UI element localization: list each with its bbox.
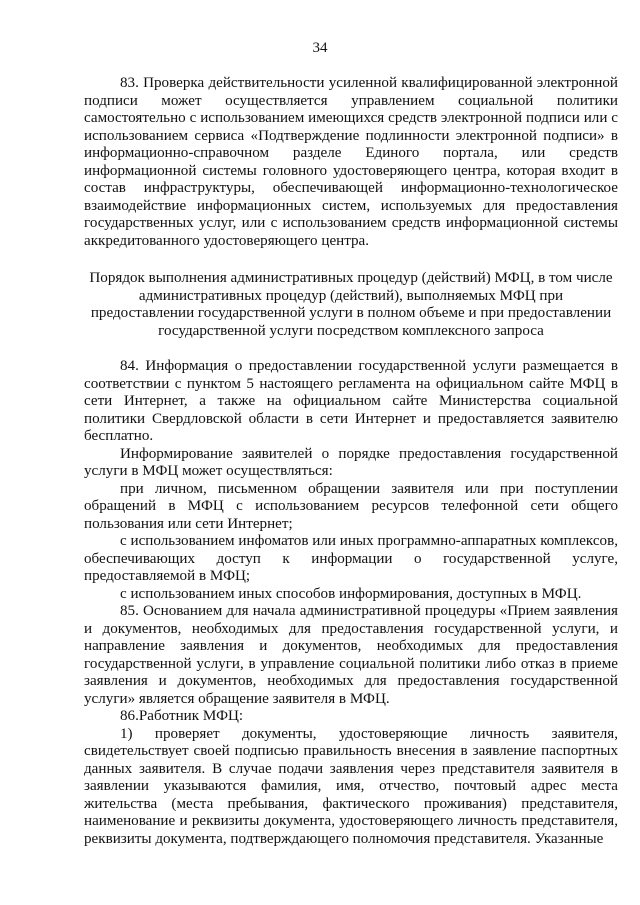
paragraph-84-item-3: с использованием иных способов информирования, доступных в МФЦ.	[120, 585, 582, 602]
paragraph-84-item-1: при личном, письменном обращении заявителя или при поступлении обращений в МФЦ с использованием ресурсов телефонной сети общего пользования или сети Интернет;	[84, 480, 618, 532]
paragraph-84-informing: Информирование заявителей о порядке предоставления государственной услуги в МФЦ может осуществляться:	[84, 445, 618, 479]
paragraph-86: 86.Работник МФЦ:	[120, 708, 244, 724]
document-body	[84, 75, 618, 848]
paragraph-86-item-1: 1) проверяет документы, удостоверяющие личность заявителя, свидетельствует своей подписью правильность внесения в заявление паспортных данных заявителя. В случае подачи заявления через представителя заявителя в заявлении указываются фамилия, имя, отчество, почтовый адрес места жительства (места пребывания, фактического проживания) представителя, наименование и реквизиты документа, удостоверяющего личность представителя, реквизиты документа, подтверждающего полномочия представителя. Указанные	[84, 725, 618, 847]
paragraph-85: 85. Основанием для начала административной процедуры «Прием заявления и документов, необходимых для предоставления государственной услуги, и направление заявления и документов, необходимых для предоставления государственной услуги, в управление социальной политики либо отказ в приеме заявления и документов, необходимых для предоставления государственной услуги» является обращение заявителя в МФЦ.	[84, 603, 618, 707]
page-number: 34	[312, 40, 328, 56]
paragraph-83: 83. Проверка действительности усиленной квалифицированной электронной подписи может осуществляется управлением социальной политики самостоятельно с использованием имеющихся средств электронной подписи или с использованием сервиса «Подтверждение подлинности электронной подписи» в информационно-справочном разделе Единого портала, или средств информационной системы головного удостоверяющего центра, которая входит в состав инфраструктуры, обеспечивающей информационно-технологическое взаимодействие информационных систем, используемых для предоставления государственных услуг, или с использованием средств информационной системы аккредитованного удостоверяющего центра.	[84, 75, 618, 249]
paragraph-84-item-2: с использованием инфоматов или иных программно-аппаратных комплексов, обеспечивающих доступ к информации о государственной услуге, предоставляемой в МФЦ;	[84, 533, 618, 584]
section-heading: Порядок выполнения административных процедур (действий) МФЦ, в том числе административных процедур (действий), выполняемых МФЦ при предоставлении государственной услуги в полном объеме и при предоставлении государственной услуги посредством комплексного запроса	[89, 270, 613, 339]
paragraph-84: 84. Информация о предоставлении государственной услуги размещается в соответствии с пунктом 5 настоящего регламента на официальном сайте МФЦ в сети Интернет, а также на официальном сайте Министерства социальной политики Свердловской области в сети Интернет и предоставляется заявителю бесплатно.	[84, 358, 618, 444]
